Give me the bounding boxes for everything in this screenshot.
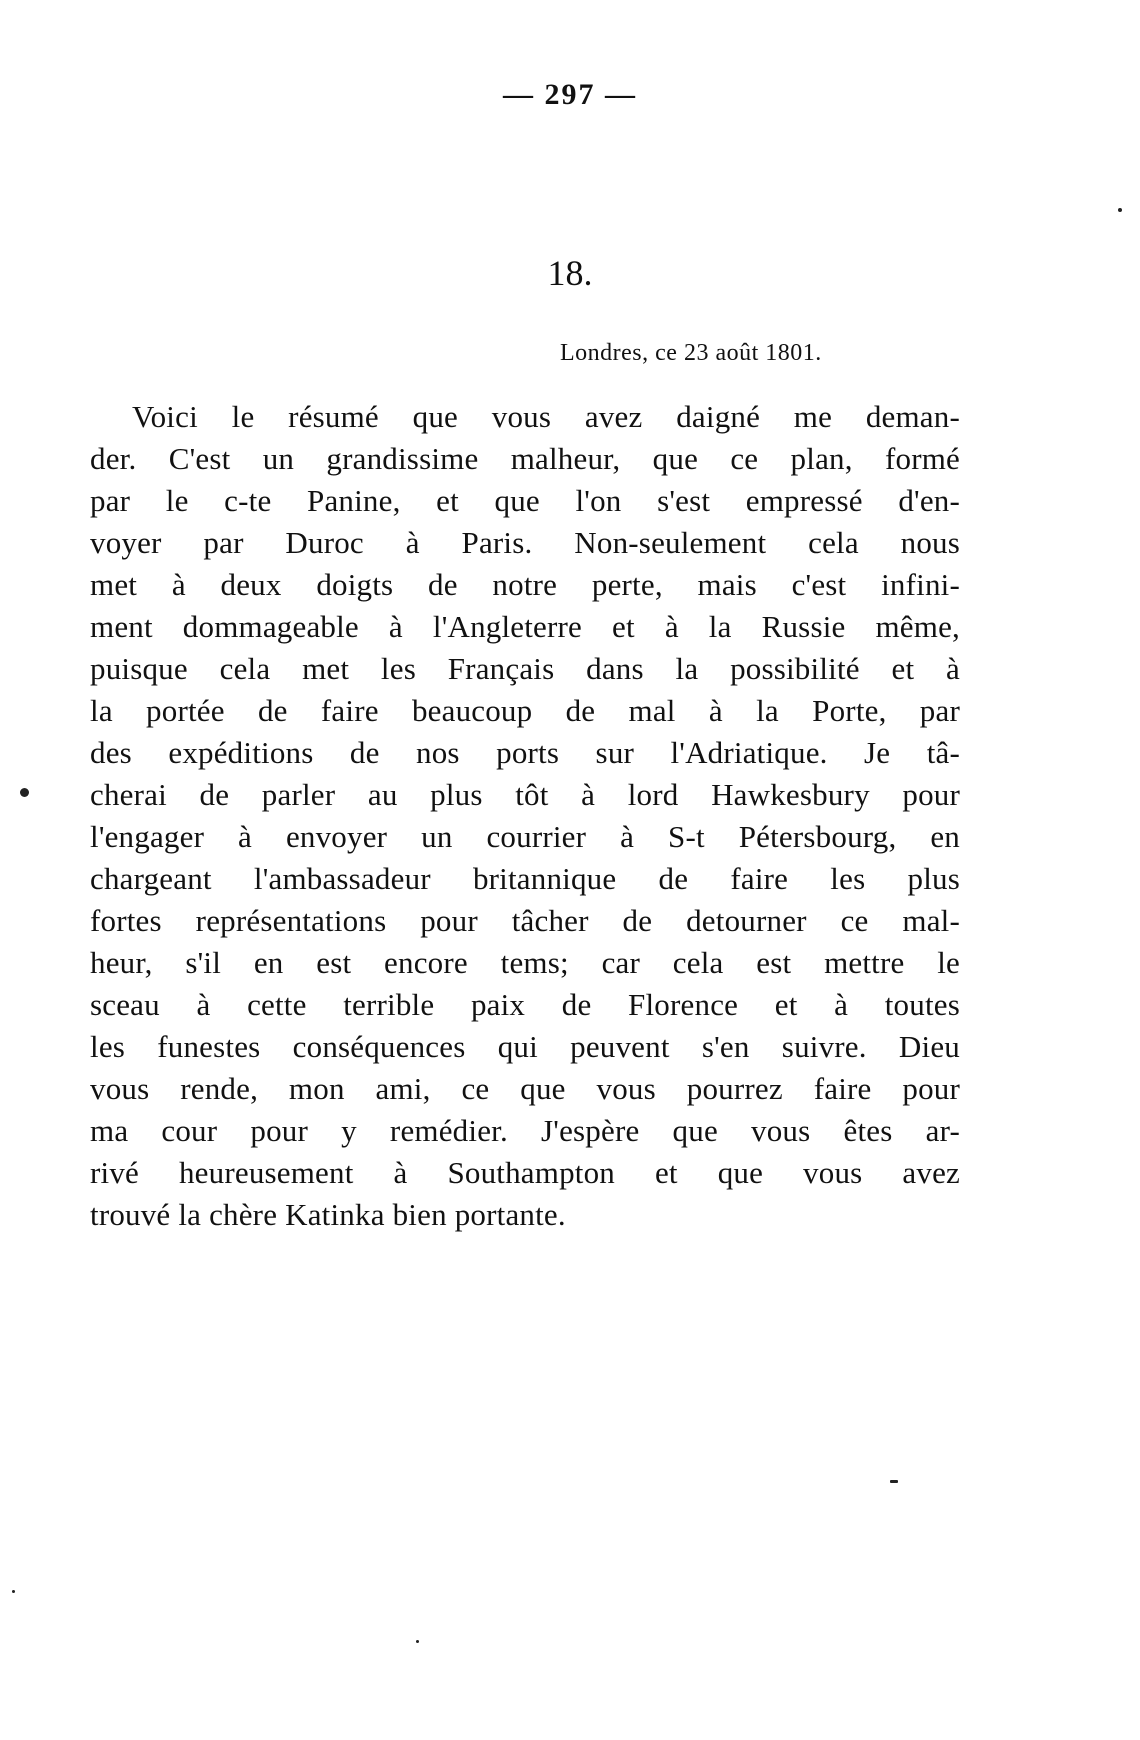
scan-speck: [416, 1640, 419, 1643]
body-line: heur, s'il en est encore tems; car cela est mettre le: [90, 945, 960, 980]
scan-speck: [1118, 208, 1122, 212]
body-line: l'engager à envoyer un courrier à S-t Pétersbourg, en: [90, 819, 960, 854]
body-line: ma cour pour y remédier. J'espère que vous êtes ar-: [90, 1113, 960, 1148]
letter-number: 18.: [547, 253, 593, 293]
body-line: sceau à cette terrible paix de Florence et à toutes: [90, 987, 960, 1022]
letter-dateline: Londres, ce 23 août 1801.: [560, 340, 822, 366]
body-line: ment dommageable à l'Angleterre et à la Russie même,: [90, 609, 960, 644]
body-line: voyer par Duroc à Paris. Non-seulement cela nous: [90, 525, 960, 560]
letter-body: [90, 396, 960, 1236]
body-line: par le c-te Panine, et que l'on s'est empressé d'en-: [90, 483, 960, 518]
body-line: puisque cela met les Français dans la possibilité et à: [90, 651, 960, 686]
scan-speck: [890, 1480, 898, 1483]
body-line: fortes représentations pour tâcher de detourner ce mal-: [90, 903, 960, 938]
scan-speck: [12, 1590, 15, 1593]
body-line: vous rende, mon ami, ce que vous pourrez faire pour: [90, 1071, 960, 1106]
body-line: les funestes conséquences qui peuvent s'en suivre. Dieu: [90, 1029, 960, 1064]
body-line: des expéditions de nos ports sur l'Adriatique. Je tâ-: [90, 735, 960, 770]
body-line: Voici le résumé que vous avez daigné me deman-: [132, 399, 960, 434]
body-line: la portée de faire beaucoup de mal à la Porte, par: [90, 693, 960, 728]
body-line: rivé heureusement à Southampton et que vous avez: [90, 1155, 960, 1190]
body-line: met à deux doigts de notre perte, mais c'est infini-: [90, 567, 960, 602]
page-number: — 297 —: [503, 78, 637, 111]
body-line: der. C'est un grandissime malheur, que ce plan, formé: [90, 441, 960, 476]
body-line: chargeant l'ambassadeur britannique de faire les plus: [90, 861, 960, 896]
body-line: cherai de parler au plus tôt à lord Hawkesbury pour: [90, 777, 960, 812]
scan-speck: [20, 788, 29, 797]
body-line: trouvé la chère Katinka bien portante.: [90, 1197, 566, 1232]
